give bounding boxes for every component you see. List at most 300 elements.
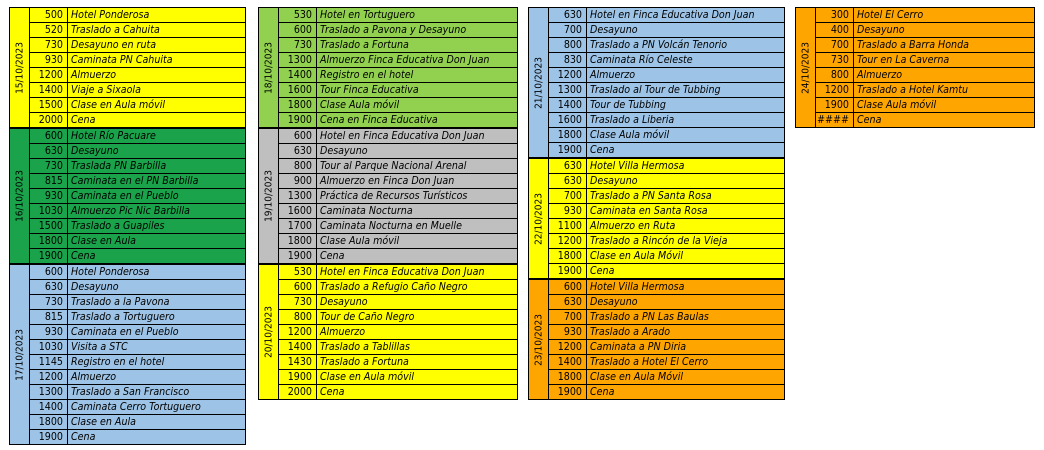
activity-cell[interactable]: Tour de Caño Negro (317, 310, 518, 324)
time-cell[interactable]: 1600 (279, 204, 317, 218)
date-label: 19/10/2023 (263, 170, 274, 222)
activity-cell[interactable]: Desayuno (317, 295, 518, 309)
schedule-row (279, 53, 518, 68)
schedule-row (279, 370, 518, 385)
activity-cell[interactable]: Visita a STC (68, 340, 246, 354)
activity-cell[interactable]: Traslado a Hotel Kamtu (854, 83, 1035, 97)
activity-cell[interactable]: Caminata Cerro Tortuguero (68, 400, 246, 414)
schedule-row (549, 83, 785, 98)
date-label: 17/10/2023 (14, 328, 25, 381)
time-cell[interactable]: 930 (30, 189, 68, 203)
activity-cell[interactable]: Caminata Nocturna en Muelle (317, 219, 518, 233)
time-cell[interactable]: 1500 (30, 219, 68, 233)
schedule-row (549, 68, 785, 83)
activity-cell[interactable]: Almuerzo Finca Educativa Don Juan (317, 53, 518, 67)
time-cell[interactable]: 1300 (279, 53, 317, 67)
activity-cell[interactable]: Tour de Tubbing (587, 98, 785, 112)
schedule-row (549, 249, 785, 264)
activity-cell[interactable]: Hotel en Finca Educativa Don Juan (317, 129, 518, 143)
schedule-column-4 (795, 7, 1035, 128)
schedule-row (30, 8, 246, 23)
day-block (9, 264, 246, 445)
activity-cell[interactable]: Almuerzo en Finca Don Juan (317, 174, 518, 188)
time-cell[interactable]: 730 (30, 159, 68, 173)
schedule-row (549, 159, 785, 174)
time-cell[interactable]: 1300 (279, 189, 317, 203)
schedule-row (30, 400, 246, 415)
date-cell[interactable] (528, 280, 549, 400)
day-block (528, 279, 785, 400)
time-cell[interactable]: 1500 (30, 98, 68, 112)
activity-cell[interactable]: Desayuno (317, 144, 518, 158)
activity-cell[interactable]: Caminata en Santa Rosa (587, 204, 785, 218)
activity-cell[interactable]: Desayuno (854, 23, 1035, 37)
schedule-row (30, 144, 246, 159)
activity-cell[interactable]: Caminata a PN Diria (587, 340, 785, 354)
activity-cell[interactable]: Traslado a Fortuna (317, 355, 518, 369)
schedule-row (279, 265, 518, 280)
day-block (258, 7, 518, 128)
time-cell[interactable]: 630 (549, 174, 587, 188)
schedule-row (549, 98, 785, 113)
time-cell[interactable]: 1100 (549, 219, 587, 233)
schedule-row (279, 340, 518, 355)
activity-cell[interactable]: Clase Aula móvil (317, 98, 518, 112)
activity-cell[interactable]: Desayuno (68, 144, 246, 158)
activity-cell[interactable]: Traslado a Cahuita (68, 23, 246, 37)
time-cell[interactable]: 1800 (279, 234, 317, 248)
day-block (528, 7, 785, 158)
schedule-row (30, 265, 246, 280)
activity-cell[interactable]: Cena (317, 249, 518, 263)
schedule-row (30, 38, 246, 53)
time-cell[interactable]: 800 (279, 159, 317, 173)
time-cell[interactable]: 700 (549, 189, 587, 203)
time-cell[interactable]: 1400 (30, 83, 68, 97)
schedule-row (279, 113, 518, 128)
activity-cell[interactable]: Almuerzo en Ruta (587, 219, 785, 233)
day-block (795, 7, 1035, 128)
schedule-row (279, 295, 518, 310)
activity-cell[interactable]: Tour al Parque Nacional Arenal (317, 159, 518, 173)
time-cell[interactable]: 1300 (549, 83, 587, 97)
schedule-row (30, 98, 246, 113)
time-cell[interactable]: 1200 (279, 325, 317, 339)
schedule-row (279, 189, 518, 204)
activity-cell[interactable]: Almuerzo (317, 325, 518, 339)
schedule-row (549, 38, 785, 53)
schedule-row (279, 38, 518, 53)
time-cell[interactable]: 1400 (279, 340, 317, 354)
activity-cell[interactable]: Traslado a Pavona y Desayuno (317, 23, 518, 37)
activity-cell[interactable]: Desayuno en ruta (68, 38, 246, 52)
schedule-row (549, 189, 785, 204)
activity-cell[interactable]: Cena (317, 385, 518, 399)
schedule-row (279, 98, 518, 113)
activity-rows (549, 8, 785, 158)
date-cell[interactable] (258, 8, 279, 128)
schedule-row (549, 53, 785, 68)
activity-cell[interactable]: Caminata PN Cahuita (68, 53, 246, 67)
schedule-row (549, 204, 785, 219)
time-cell[interactable]: 600 (279, 23, 317, 37)
time-cell[interactable]: 2000 (279, 385, 317, 399)
day-block (258, 128, 518, 264)
schedule-row (30, 113, 246, 128)
time-cell[interactable]: 630 (30, 280, 68, 294)
activity-cell[interactable]: Clase en Aula Móvil (587, 370, 785, 384)
time-cell[interactable]: 930 (30, 53, 68, 67)
time-cell[interactable]: 1900 (279, 249, 317, 263)
schedule-row (30, 204, 246, 219)
time-cell[interactable]: 1400 (279, 68, 317, 82)
time-cell[interactable]: 600 (279, 280, 317, 294)
time-cell[interactable]: 1800 (30, 415, 68, 429)
schedule-row (279, 355, 518, 370)
activity-rows (279, 129, 518, 264)
activity-cell[interactable]: Desayuno (587, 174, 785, 188)
activity-cell[interactable]: Traslado a Guapiles (68, 219, 246, 233)
schedule-row (279, 310, 518, 325)
time-cell[interactable]: 700 (816, 38, 854, 52)
activity-cell[interactable]: Clase en Aula (68, 234, 246, 248)
activity-cell[interactable]: Cena (68, 249, 246, 263)
schedule-row (279, 204, 518, 219)
schedule-row (30, 174, 246, 189)
date-label: 15/10/2023 (14, 41, 25, 94)
time-cell[interactable]: #### (816, 113, 854, 127)
time-cell[interactable]: 1800 (549, 128, 587, 142)
activity-cell[interactable]: Desayuno (587, 23, 785, 37)
activity-cell[interactable]: Clase en Aula móvil (317, 370, 518, 384)
time-cell[interactable]: 1900 (279, 113, 317, 127)
time-cell[interactable]: 700 (549, 23, 587, 37)
activity-cell[interactable]: Tour en La Caverna (854, 53, 1035, 67)
schedule-row (279, 249, 518, 264)
time-cell[interactable]: 2000 (30, 113, 68, 127)
activity-rows (279, 8, 518, 128)
activity-cell[interactable]: Desayuno (587, 295, 785, 309)
activity-cell[interactable]: Registro en el hotel (68, 355, 246, 369)
time-cell[interactable]: 600 (30, 129, 68, 143)
schedule-row (30, 129, 246, 144)
schedule-row (549, 280, 785, 295)
time-cell[interactable]: 730 (279, 295, 317, 309)
activity-rows (549, 159, 785, 279)
schedule-row (30, 189, 246, 204)
schedule-row (279, 234, 518, 249)
schedule-row (279, 68, 518, 83)
date-label: 22/10/2023 (533, 192, 544, 245)
schedule-row (30, 159, 246, 174)
time-cell[interactable]: 1200 (549, 68, 587, 82)
activity-cell[interactable]: Cena (587, 143, 785, 157)
time-cell[interactable]: 1700 (279, 219, 317, 233)
time-cell[interactable]: 600 (549, 280, 587, 294)
time-cell[interactable]: 1400 (549, 355, 587, 369)
time-cell[interactable]: 1600 (279, 83, 317, 97)
activity-cell[interactable]: Hotel El Cerro (854, 8, 1035, 22)
time-cell[interactable]: 1200 (549, 234, 587, 248)
schedule-row (279, 159, 518, 174)
activity-cell[interactable]: Traslado a PN Santa Rosa (587, 189, 785, 203)
activity-cell[interactable]: Hotel en Tortuguero (317, 8, 518, 22)
time-cell[interactable]: 1600 (549, 113, 587, 127)
time-cell[interactable]: 1800 (549, 249, 587, 263)
time-cell[interactable]: 630 (549, 295, 587, 309)
time-cell[interactable]: 730 (30, 38, 68, 52)
schedule-row (279, 325, 518, 340)
activity-cell[interactable]: Clase Aula móvil (854, 98, 1035, 112)
activity-cell[interactable]: Traslado a Hotel El Cerro (587, 355, 785, 369)
time-cell[interactable]: 400 (816, 23, 854, 37)
schedule-column-1 (9, 7, 246, 445)
time-cell[interactable]: 830 (549, 53, 587, 67)
activity-cell[interactable]: Almuerzo (68, 68, 246, 82)
schedule-column-2 (258, 7, 518, 400)
schedule-row (279, 219, 518, 234)
activity-cell[interactable]: Traslado a Arado (587, 325, 785, 339)
schedule-row (30, 310, 246, 325)
activity-cell[interactable]: Clase en Aula (68, 415, 246, 429)
schedule-row (279, 144, 518, 159)
activity-cell[interactable]: Práctica de Recursos Turísticos (317, 189, 518, 203)
schedule-row (279, 83, 518, 98)
activity-cell[interactable]: Viaje a Sixaola (68, 83, 246, 97)
activity-rows (816, 8, 1035, 128)
schedule-row (30, 23, 246, 38)
schedule-row (30, 340, 246, 355)
activity-cell[interactable]: Traslado a Barra Honda (854, 38, 1035, 52)
date-label: 21/10/2023 (533, 56, 544, 109)
activity-cell[interactable]: Almuerzo (68, 370, 246, 384)
schedule-row (279, 280, 518, 295)
time-cell[interactable]: 630 (549, 159, 587, 173)
time-cell[interactable]: 630 (30, 144, 68, 158)
date-cell[interactable] (795, 8, 816, 128)
schedule-row (30, 415, 246, 430)
time-cell[interactable]: 1900 (279, 370, 317, 384)
time-cell[interactable]: 800 (549, 38, 587, 52)
date-cell[interactable] (9, 129, 30, 264)
day-block (258, 264, 518, 400)
date-cell[interactable] (9, 265, 30, 445)
schedule-row (816, 83, 1035, 98)
time-cell[interactable]: 1200 (30, 68, 68, 82)
day-block (9, 128, 246, 264)
date-cell[interactable] (258, 129, 279, 264)
activity-cell[interactable]: Traslado a Rincón de la Vieja (587, 234, 785, 248)
schedule-row (549, 370, 785, 385)
schedule-row (549, 113, 785, 128)
activity-cell[interactable]: Almuerzo Pic Nic Barbilla (68, 204, 246, 218)
time-cell[interactable]: 530 (279, 8, 317, 22)
time-cell[interactable]: 630 (549, 8, 587, 22)
activity-rows (30, 129, 246, 264)
time-cell[interactable]: 730 (30, 295, 68, 309)
activity-rows (30, 265, 246, 445)
activity-cell[interactable]: Cena en Finca Educativa (317, 113, 518, 127)
activity-cell[interactable]: Traslado a Tablillas (317, 340, 518, 354)
schedule-row (549, 143, 785, 158)
schedule-row (30, 280, 246, 295)
schedule-row (30, 234, 246, 249)
schedule-row (279, 8, 518, 23)
time-cell[interactable]: 1900 (549, 385, 587, 399)
schedule-row (279, 174, 518, 189)
schedule-row (30, 430, 246, 445)
time-cell[interactable]: 800 (279, 310, 317, 324)
day-block (9, 7, 246, 128)
activity-cell[interactable]: Traslado a la Pavona (68, 295, 246, 309)
time-cell[interactable]: 1900 (549, 143, 587, 157)
schedule-row (549, 385, 785, 400)
date-cell[interactable] (528, 8, 549, 158)
activity-cell[interactable]: Cena (587, 264, 785, 278)
schedule-row (30, 68, 246, 83)
activity-cell[interactable]: Traslado a San Francisco (68, 385, 246, 399)
time-cell[interactable]: 530 (279, 265, 317, 279)
activity-cell[interactable]: Tour Finca Educativa (317, 83, 518, 97)
activity-cell[interactable]: Caminata Río Celeste (587, 53, 785, 67)
activity-cell[interactable]: Traslado a Refugio Caño Negro (317, 280, 518, 294)
time-cell[interactable]: 630 (279, 144, 317, 158)
activity-cell[interactable]: Caminata en el PN Barbilla (68, 174, 246, 188)
date-label: 24/10/2023 (800, 41, 811, 94)
time-cell[interactable]: 500 (30, 8, 68, 22)
time-cell[interactable]: 1200 (549, 340, 587, 354)
schedule-row (549, 340, 785, 355)
activity-cell[interactable]: Traslado a PN Las Baulas (587, 310, 785, 324)
activity-cell[interactable]: Hotel Ponderosa (68, 8, 246, 22)
activity-cell[interactable]: Hotel Villa Hermosa (587, 159, 785, 173)
time-cell[interactable]: 730 (816, 53, 854, 67)
time-cell[interactable]: 1900 (549, 264, 587, 278)
time-cell[interactable]: 815 (30, 174, 68, 188)
schedule-row (279, 23, 518, 38)
schedule-row (816, 113, 1035, 128)
activity-cell[interactable]: Traslado a Liberia (587, 113, 785, 127)
schedule-row (816, 98, 1035, 113)
activity-rows (30, 8, 246, 128)
activity-cell[interactable]: Traslado a Fortuna (317, 38, 518, 52)
activity-cell[interactable]: Registro en el hotel (317, 68, 518, 82)
activity-cell[interactable]: Hotel en Finca Educativa Don Juan (587, 8, 785, 22)
time-cell[interactable]: 1800 (30, 234, 68, 248)
activity-cell[interactable]: Caminata en el Pueblo (68, 189, 246, 203)
activity-cell[interactable]: Traslado a Tortuguero (68, 310, 246, 324)
schedule-row (30, 355, 246, 370)
activity-cell[interactable]: Desayuno (68, 280, 246, 294)
activity-rows (279, 265, 518, 400)
date-cell[interactable] (9, 8, 30, 128)
schedule-row (549, 295, 785, 310)
schedule-row (30, 295, 246, 310)
time-cell[interactable]: 520 (30, 23, 68, 37)
activity-cell[interactable]: Clase Aula móvil (587, 128, 785, 142)
time-cell[interactable]: 730 (279, 38, 317, 52)
activity-cell[interactable]: Almuerzo (854, 68, 1035, 82)
schedule-row (30, 385, 246, 400)
activity-cell[interactable]: Caminata Nocturna (317, 204, 518, 218)
time-cell[interactable]: 1900 (30, 430, 68, 444)
date-cell[interactable] (258, 265, 279, 400)
time-cell[interactable]: 1800 (279, 98, 317, 112)
time-cell[interactable]: 930 (549, 325, 587, 339)
time-cell[interactable]: 1030 (30, 204, 68, 218)
schedule-row (30, 219, 246, 234)
time-cell[interactable]: 700 (549, 310, 587, 324)
activity-cell[interactable]: Cena (68, 113, 246, 127)
activity-rows (549, 280, 785, 400)
schedule-row (30, 83, 246, 98)
time-cell[interactable]: 1300 (30, 385, 68, 399)
activity-cell[interactable]: Traslado al Tour de Tubbing (587, 83, 785, 97)
activity-cell[interactable]: Hotel Villa Hermosa (587, 280, 785, 294)
activity-cell[interactable]: Cena (854, 113, 1035, 127)
activity-cell[interactable]: Hotel Ponderosa (68, 265, 246, 279)
time-cell[interactable]: 930 (549, 204, 587, 218)
activity-cell[interactable]: Cena (68, 430, 246, 444)
schedule-row (549, 174, 785, 189)
time-cell[interactable]: 300 (816, 8, 854, 22)
time-cell[interactable]: 600 (279, 129, 317, 143)
activity-cell[interactable]: Clase Aula móvil (317, 234, 518, 248)
activity-cell[interactable]: Hotel Río Pacuare (68, 129, 246, 143)
schedule-row (549, 8, 785, 23)
date-label: 18/10/2023 (263, 41, 274, 94)
time-cell[interactable]: 1145 (30, 355, 68, 369)
schedule-row (30, 53, 246, 68)
date-cell[interactable] (528, 159, 549, 279)
activity-cell[interactable]: Hotel en Finca Educativa Don Juan (317, 265, 518, 279)
schedule-row (549, 234, 785, 249)
date-label: 23/10/2023 (533, 313, 544, 366)
schedule-row (549, 310, 785, 325)
time-cell[interactable]: 930 (30, 325, 68, 339)
time-cell[interactable]: 1900 (30, 249, 68, 263)
schedule-row (30, 249, 246, 264)
time-cell[interactable]: 1030 (30, 340, 68, 354)
schedule-row (549, 23, 785, 38)
activity-cell[interactable]: Traslado a PN Volcán Tenorio (587, 38, 785, 52)
time-cell[interactable]: 1800 (549, 370, 587, 384)
time-cell[interactable]: 815 (30, 310, 68, 324)
activity-cell[interactable]: Traslada PN Barbilla (68, 159, 246, 173)
time-cell[interactable]: 1200 (30, 370, 68, 384)
schedule-row (549, 264, 785, 279)
time-cell[interactable]: 1400 (30, 400, 68, 414)
activity-cell[interactable]: Clase en Aula Móvil (587, 249, 785, 263)
time-cell[interactable]: 800 (816, 68, 854, 82)
activity-cell[interactable]: Almuerzo (587, 68, 785, 82)
activity-cell[interactable]: Clase en Aula móvil (68, 98, 246, 112)
day-block (528, 158, 785, 279)
schedule-row (549, 325, 785, 340)
time-cell[interactable]: 600 (30, 265, 68, 279)
time-cell[interactable]: 1900 (816, 98, 854, 112)
schedule-column-3 (528, 7, 785, 400)
schedule-row (816, 68, 1035, 83)
time-cell[interactable]: 900 (279, 174, 317, 188)
time-cell[interactable]: 1430 (279, 355, 317, 369)
schedule-row (549, 355, 785, 370)
time-cell[interactable]: 1200 (816, 83, 854, 97)
date-label: 20/10/2023 (263, 306, 274, 358)
activity-cell[interactable]: Cena (587, 385, 785, 399)
time-cell[interactable]: 1400 (549, 98, 587, 112)
activity-cell[interactable]: Caminata en el Pueblo (68, 325, 246, 339)
